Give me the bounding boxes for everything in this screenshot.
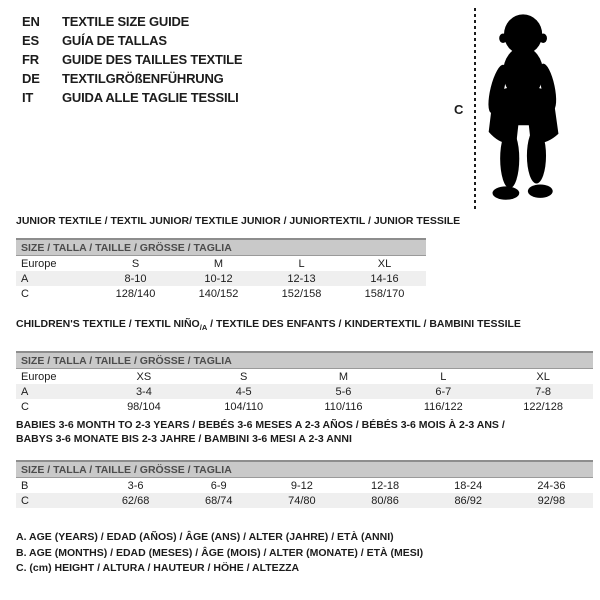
size-header-cell: SIZE / TALLA / TAILLE / GRÖSSE / TAGLIA [16, 461, 593, 478]
table-row [16, 256, 426, 272]
size-value-cell: XS [136, 370, 152, 383]
language-row [22, 88, 242, 107]
language-list [22, 12, 242, 107]
table-row [16, 271, 426, 286]
legend-line: C. (cm) HEIGHT / ALTURA / HAUTEUR / HÖHE / ALTEZZA [16, 562, 300, 574]
size-value-cell: M [213, 257, 224, 270]
table-title [16, 317, 593, 335]
size-value-cell: 24-36 [537, 479, 566, 492]
size-value-cell: 3-4 [94, 384, 194, 399]
size-value-cell: 128/140 [115, 287, 156, 300]
size-value-cell: 68/74 [177, 493, 260, 508]
size-header-cell: SIZE / TALLA / TAILLE / GRÖSSE / TAGLIA [16, 239, 426, 256]
size-header-cell: SIZE / TALLA / TAILLE / GRÖSSE / TAGLIA [16, 352, 593, 369]
table-title-line: JUNIOR TEXTILE / TEXTIL JUNIOR/ TEXTILE JUNIOR / JUNIORTEXTIL / JUNIOR TESSILE [16, 215, 461, 227]
size-value-cell: M [338, 370, 349, 383]
size-value-cell: 18-24 [454, 479, 483, 492]
size-table [16, 351, 593, 414]
size-value-cell: S [240, 370, 248, 383]
row-label: C [16, 493, 94, 508]
language-row [22, 12, 242, 31]
table-row [16, 399, 593, 414]
language-code: EN [22, 14, 40, 29]
babies-textile-section [16, 418, 593, 508]
size-value-cell: 98/104 [127, 400, 161, 413]
language-label: TEXTILE SIZE GUIDE [62, 14, 190, 29]
table-title-subscript: /A [199, 323, 208, 333]
size-table-body [16, 352, 593, 414]
children-textile-section [16, 317, 593, 414]
size-value-cell: 5-6 [294, 384, 394, 399]
measurement-legend [16, 530, 423, 577]
size-value-cell: 10-12 [177, 271, 260, 286]
junior-textile-section [16, 214, 461, 301]
size-value-cell: 12-13 [260, 271, 343, 286]
row-label: Europe [21, 370, 57, 383]
table-row [16, 369, 593, 385]
size-value-cell: 9-12 [290, 479, 313, 492]
size-table [16, 238, 426, 301]
table-row [16, 384, 593, 399]
baby-silhouette-icon [482, 10, 568, 206]
size-header-row [16, 461, 593, 478]
size-value-cell: 110/116 [324, 400, 363, 413]
size-value-cell: 4-5 [194, 384, 294, 399]
row-label: A [16, 271, 94, 286]
size-value-cell: 80/86 [343, 493, 426, 508]
row-label: C [21, 287, 29, 300]
row-label: Europe [21, 257, 57, 270]
size-header-row [16, 352, 593, 369]
size-value-cell: 122/128 [523, 400, 563, 413]
size-value-cell: 6-9 [210, 479, 227, 492]
language-label: GUIDA ALLE TAGLIE TESSILI [62, 90, 239, 105]
size-value-cell: 8-10 [94, 271, 177, 286]
table-title-line: BABIES 3-6 MONTH TO 2-3 YEARS / BEBÉS 3-6 MESES A 2-3 AÑOS / BÉBÉS 3-6 MOIS À 2-3 ANS / [16, 419, 505, 431]
table-title-line: BABYS 3-6 MONATE BIS 2-3 JAHRE / BAMBINI 3-6 MESI A 2-3 ANNI [16, 433, 352, 445]
size-table-body [16, 461, 593, 508]
language-code: FR [22, 52, 39, 67]
height-measure-label: C [454, 102, 464, 117]
size-value-cell: 86/92 [427, 493, 510, 508]
row-label: A [16, 384, 94, 399]
language-label: GUIDE DES TAILLES TEXTILE [62, 52, 243, 67]
size-value-cell: 12-18 [370, 479, 400, 492]
height-measure-dashed-line [474, 8, 476, 211]
size-value-cell: XL [377, 257, 392, 270]
legend-line: A. AGE (YEARS) / EDAD (AÑOS) / ÂGE (ANS) / ALTER (JAHRE) / ETÀ (ANNI) [16, 531, 394, 543]
language-row [22, 31, 242, 50]
size-header-row [16, 239, 426, 256]
size-value-cell: 104/110 [224, 400, 264, 413]
size-value-cell: 14-16 [343, 271, 426, 286]
size-value-cell: S [131, 257, 140, 270]
table-title-part: / TEXTILE DES ENFANTS / KINDERTEXTIL / BAMBINI TESSILE [207, 318, 521, 330]
size-table [16, 460, 593, 508]
size-value-cell: 116/122 [423, 400, 463, 413]
size-value-cell: L [440, 370, 447, 383]
size-value-cell: 152/158 [281, 287, 322, 300]
size-table-body [16, 239, 426, 301]
size-value-cell: 74/80 [260, 493, 343, 508]
language-label: TEXTILGRÖßENFÜHRUNG [62, 71, 224, 86]
language-code: IT [22, 90, 34, 105]
size-value-cell: 62/68 [94, 493, 177, 508]
language-row [22, 69, 242, 88]
language-code: ES [22, 33, 39, 48]
size-value-cell: 140/152 [198, 287, 239, 300]
size-value-cell: 158/170 [364, 287, 405, 300]
language-code: DE [22, 71, 40, 86]
size-value-cell: 92/98 [510, 493, 593, 508]
table-row [16, 478, 593, 494]
size-value-cell: 3-6 [127, 479, 144, 492]
table-title-part: CHILDREN'S TEXTILE / TEXTIL NIÑO [16, 318, 200, 330]
table-row [16, 286, 426, 301]
row-label: C [21, 400, 29, 413]
size-value-cell: 7-8 [493, 384, 593, 399]
table-row [16, 493, 593, 508]
size-value-cell: L [298, 257, 305, 270]
language-label: GUÍA DE TALLAS [62, 33, 167, 48]
baby-figure-area [440, 0, 600, 215]
size-value-cell: 6-7 [393, 384, 493, 399]
row-label: B [21, 479, 29, 492]
legend-line: B. AGE (MONTHS) / EDAD (MESES) / ÂGE (MOIS) / ALTER (MONATE) / ETÀ (MESI) [16, 546, 424, 559]
size-value-cell: XL [536, 370, 550, 383]
language-row [22, 50, 242, 69]
